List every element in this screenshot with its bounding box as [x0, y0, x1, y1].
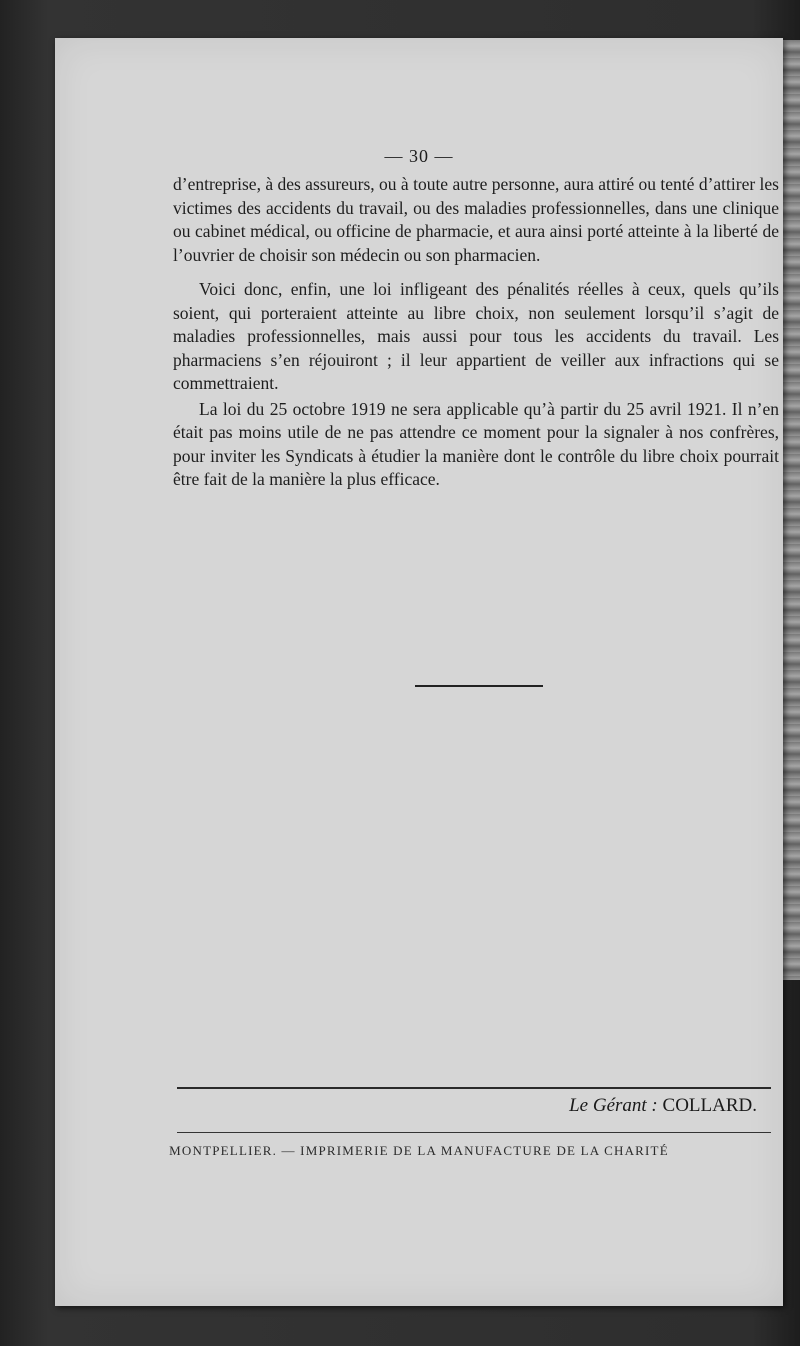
paragraph-2: Voici donc, enfin, une loi infligeant des pénalités réelles à ceux, quels qu’ils soient, qui porteraient atteinte au libre choix, non seulement lorsqu’il s’agit de maladies professionnelles, mais aussi pour tous les accidents du travail. Les pharmaciens s’en réjouiront ; il leur appartient de veiller aux infractions qui se commettraient. [173, 279, 779, 393]
body-text [173, 173, 779, 492]
signature [569, 1095, 757, 1117]
section-separator [415, 685, 543, 687]
page-number: — 30 — [384, 146, 454, 166]
paragraph-1: d’entreprise, à des assureurs, ou à toute autre personne, aura attiré ou tenté d’attirer les victimes des accidents du travail, ou des maladies professionnelles, dans une clinique ou cabinet médical, ou officine de pharmacie, et aura ainsi porté atteinte à la liberté de l’ouvrier de choisir son médecin ou son pharmacien. [173, 174, 779, 265]
footer-rule-bottom [177, 1132, 771, 1134]
printer-imprint: MONTPELLIER. — IMPRIMERIE DE LA MANUFACTURE DE LA CHARITÉ [169, 1143, 669, 1158]
document-page [55, 38, 783, 1306]
paragraph-3: La loi du 25 octobre 1919 ne sera applicable qu’à partir du 25 avril 1921. Il n’en était pas moins utile de ne pas attendre ce moment pour la signaler à nos confrères, pour inviter les Syndicats à étudier la manière dont le contrôle du libre choix pourrait être fait de la manière la plus efficace. [173, 398, 779, 489]
signature-role: Le Gérant : [569, 1095, 658, 1116]
signature-name: COLLARD. [662, 1095, 757, 1116]
footer-rule-top [177, 1087, 771, 1090]
